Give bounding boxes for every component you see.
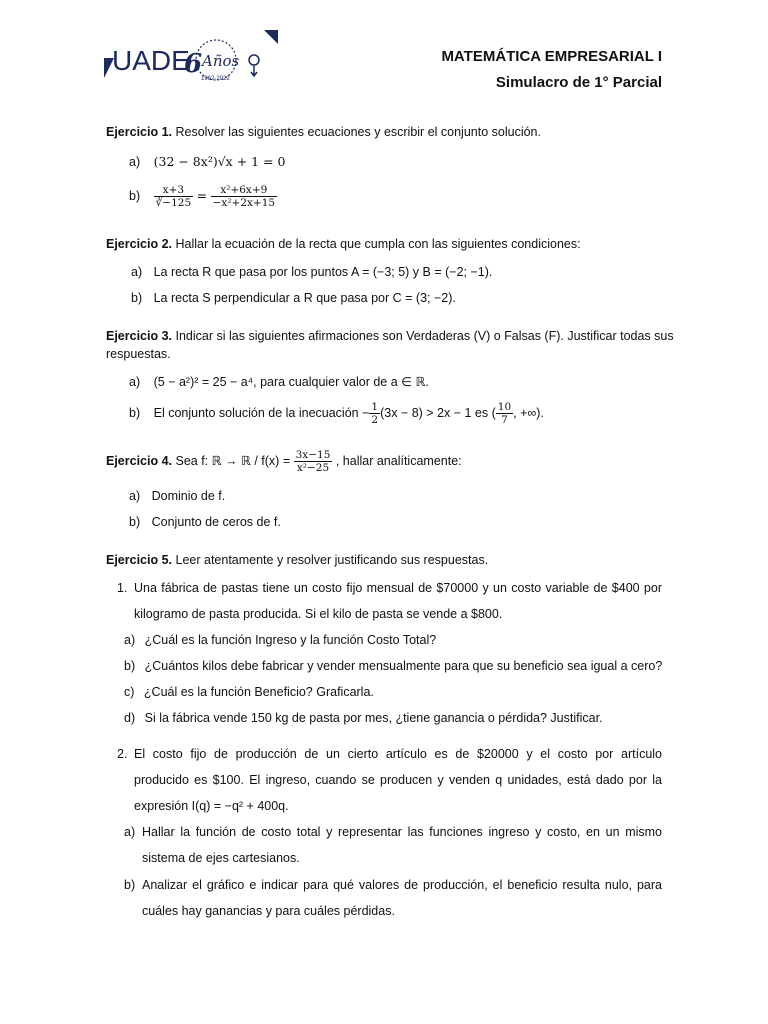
ej4-b-label: b) (129, 515, 141, 529)
ej5-p1-a-text: ¿Cuál es la función Ingreso y la función Costo Total? (144, 633, 437, 647)
ej5-p1-line2: kilogramo de pasta producida. Si el kilo de pasta se vende a $800. (134, 607, 503, 621)
ej5-p1-item-b (124, 658, 662, 674)
ej1-text: Resolver las siguientes ecuaciones y escribir el conjunto solución. (175, 125, 541, 139)
ej3-b-frac1 (369, 401, 380, 426)
ej5-p2-a-line1: Hallar la función de costo total y representar las funciones ingreso y costo, en un mismo (142, 825, 662, 839)
ej5-p2-b-line1: Analizar el gráfico e indicar para qué valores de producción, el beneficio resulta nulo, para (142, 878, 662, 892)
ej1-b-num1: x+3 (154, 184, 194, 197)
ej1-b-num2: x²+6x+9 (211, 184, 278, 197)
ej2-a-text: La recta R que pasa por los puntos A = (−3; 5) y B = (−2; −1). (153, 265, 493, 279)
ej5-heading (106, 552, 488, 568)
ej4-a-label: a) (129, 489, 141, 503)
ej1-b-frac-right (211, 184, 278, 209)
ej2-label: Ejercicio 2. (106, 237, 173, 251)
ej1-b-frac-left (154, 184, 194, 209)
ej4-label: Ejercicio 4. (106, 454, 173, 468)
ej5-p1-b-label: b) (124, 659, 136, 673)
ej1-heading (106, 124, 541, 140)
ej4-b-text: Conjunto de ceros de f. (151, 515, 281, 529)
ej3-b-frac2 (496, 401, 513, 426)
ej4-text2: , hallar analíticamente: (335, 454, 462, 468)
course-title: MATEMÁTICA EMPRESARIAL I (441, 48, 662, 65)
ej5-p1-d-text: Si la fábrica vende 150 kg de pasta por mes, ¿tiene ganancia o pérdida? Justificar. (144, 711, 603, 725)
ej1-b-den2: −x²+2x+15 (212, 197, 276, 210)
exam-subtitle: Simulacro de 1° Parcial (495, 74, 662, 91)
ej3-b-label: b) (129, 406, 141, 420)
ej2-heading (106, 236, 581, 252)
ej4-a-text: Dominio de f. (151, 489, 226, 503)
ej3-text-line1: Indicar si las siguientes afirmaciones son Verdaderas (V) o Falsas (F). Justificar todas sus (175, 329, 674, 343)
ej4-frac (294, 449, 333, 474)
ej3-a-label: a) (129, 375, 141, 389)
ej2-item-a (131, 264, 492, 280)
ej5-p1-c-text: ¿Cuál es la función Beneficio? Graficarla. (143, 685, 374, 699)
ej5-text: Leer atentamente y resolver justificando sus respuestas. (175, 553, 489, 567)
svg-text:6: 6 (184, 49, 203, 79)
ej5-p1-c-label: c) (124, 685, 135, 699)
ej2-text: Hallar la ecuación de la recta que cumpla con las siguientes condiciones: (175, 237, 581, 251)
ej5-p1-item-c (124, 684, 374, 700)
ej5-p2-b-line2: cuáles hay ganancias y para cuáles pérdidas. (142, 904, 395, 918)
ej1-item-b (129, 180, 277, 212)
ej3-heading (106, 328, 674, 344)
logo-range: 1962-2022 (201, 76, 230, 82)
ej4-item-b (129, 514, 281, 530)
ej1-item-a (129, 154, 285, 170)
ej3-a-text: (5 − a²)² = 25 − a⁴, para cualquier valor de a ∈ ℝ. (153, 375, 429, 389)
ej3-text-line2: respuestas. (106, 347, 171, 361)
uade-logo-graphic (104, 30, 284, 92)
ej1-a-expr: (32 − 8x²)√x + 1 = 0 (153, 154, 286, 169)
ej1-b-equals: = (196, 188, 208, 203)
ej5-label: Ejercicio 5. (106, 553, 173, 567)
ej5-p1-item-d (124, 710, 603, 726)
ej3-b-text2: (3x − 8) > 2x − 1 es ( (380, 406, 496, 420)
ej3-b-frac2-den: 7 (501, 414, 508, 427)
ej1-label: Ejercicio 1. (106, 125, 173, 139)
ej3-b-frac1-num: 1 (371, 401, 379, 414)
ej1-b-label: b) (129, 189, 141, 203)
ej4-heading (106, 446, 462, 476)
ej3-b-text1: El conjunto solución de la inecuación − (153, 406, 370, 420)
ej4-item-a (129, 488, 225, 504)
ej3-b-frac2-num: 10 (497, 401, 512, 414)
ej5-p1-number: 1. (117, 581, 128, 595)
uade-logo (104, 30, 284, 92)
ej1-b-den1: ∛−125 (155, 197, 192, 210)
ej5-p2-a-label: a) (124, 825, 136, 839)
ej4-frac-num: 3x−15 (295, 449, 331, 462)
ej5-p2-b-label: b) (124, 878, 136, 892)
ej2-b-label: b) (131, 291, 143, 305)
ej5-p1-item-a (124, 632, 436, 648)
ej3-item-a (129, 374, 429, 390)
ej2-a-label: a) (131, 265, 143, 279)
ej5-p1-b-text: ¿Cuántos kilos debe fabricar y vender mensualmente para que su beneficio sea igual a cero? (144, 659, 663, 673)
ej1-a-label: a) (129, 155, 141, 169)
ej5-p2-line3: expresión I(q) = −q² + 400q. (134, 799, 289, 813)
logo-text: UADE (112, 45, 190, 76)
ej4-text1: Sea f: ℝ → ℝ / f(x) = (175, 454, 291, 468)
ej3-b-frac1-den: 2 (371, 414, 379, 427)
ej3-label: Ejercicio 3. (106, 329, 173, 343)
ej2-item-b (131, 290, 456, 306)
ej5-p2-line2: producido es $100. El ingreso, cuando se producen y venden q unidades, está dado por la (134, 773, 662, 787)
ej3-item-b (129, 400, 544, 426)
ej5-p2-number: 2. (117, 747, 128, 761)
ej2-b-text: La recta S perpendicular a R que pasa por C = (3; −2). (153, 291, 456, 305)
svg-text:Años: Años (202, 52, 240, 70)
ej4-frac-den: x²−25 (296, 462, 330, 475)
ej5-p2-line1: El costo fijo de producción de un cierto artículo es de $20000 y el costo por artículo (134, 747, 662, 761)
ej3-b-text3: , +∞). (513, 406, 544, 420)
ej5-p1-d-label: d) (124, 711, 136, 725)
ej5-p1-line1: Una fábrica de pastas tiene un costo fijo mensual de $70000 y un costo variable de $400 por (134, 581, 662, 595)
ej5-p1-a-label: a) (124, 633, 136, 647)
ej5-p2-a-line2: sistema de ejes cartesianos. (142, 851, 300, 865)
